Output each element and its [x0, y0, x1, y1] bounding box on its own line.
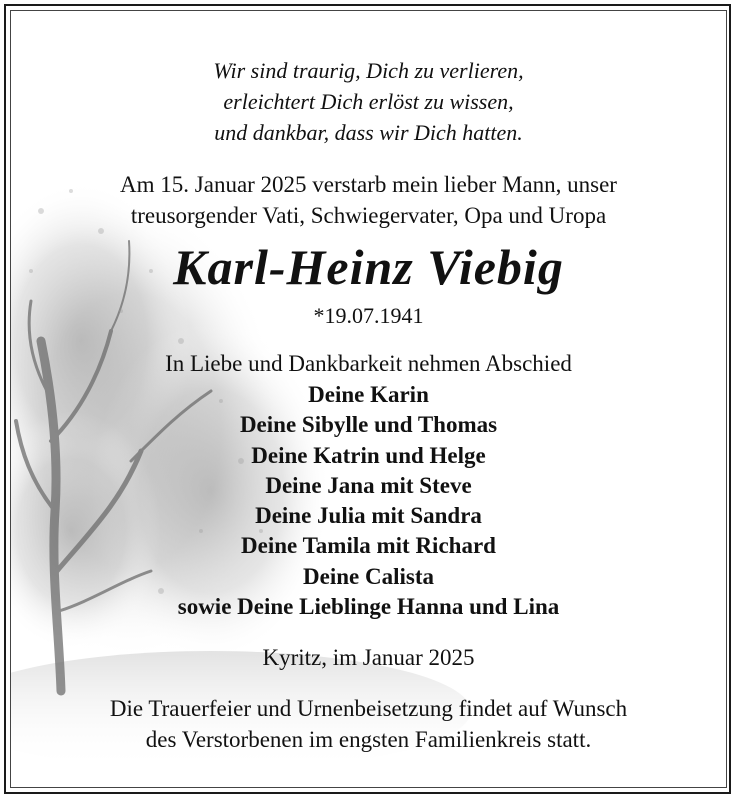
poem-line: erleichtert Dich erlöst zu wissen, — [223, 89, 514, 114]
ceremony-note: des Verstorbenen im engsten Familienkreis statt. — [145, 727, 592, 752]
family-member: Deine Tamila mit Richard — [241, 533, 496, 558]
farewell-line: In Liebe und Dankbarkeit nehmen Abschied — [165, 351, 572, 376]
poem-line: Wir sind traurig, Dich zu verlieren, — [213, 58, 524, 83]
intro-line: Am 15. Januar 2025 verstarb mein lieber Mann, unser — [120, 172, 617, 197]
family-member: Deine Calista — [303, 564, 434, 589]
ceremony-note: Die Trauerfeier und Urnenbeisetzung findet auf Wunsch — [109, 696, 628, 721]
poem-line: und dankbar, dass wir Dich hatten. — [214, 120, 523, 145]
family-member: Deine Jana mit Steve — [265, 473, 472, 498]
deceased-name: Karl-Heinz Viebig — [173, 239, 564, 295]
birth-date: *19.07.1941 — [313, 303, 424, 328]
family-member: Deine Sibylle und Thomas — [239, 412, 498, 437]
family-member: Deine Katrin und Helge — [251, 443, 486, 468]
family-member: sowie Deine Lieblinge Hanna und Lina — [177, 594, 560, 619]
family-member: Deine Karin — [308, 382, 429, 407]
intro-line: treusorgender Vati, Schwiegervater, Opa und Uropa — [130, 203, 607, 228]
family-member: Deine Julia mit Sandra — [255, 503, 482, 528]
place-date: Kyritz, im Januar 2025 — [262, 645, 475, 670]
obituary-content — [11, 11, 726, 787]
